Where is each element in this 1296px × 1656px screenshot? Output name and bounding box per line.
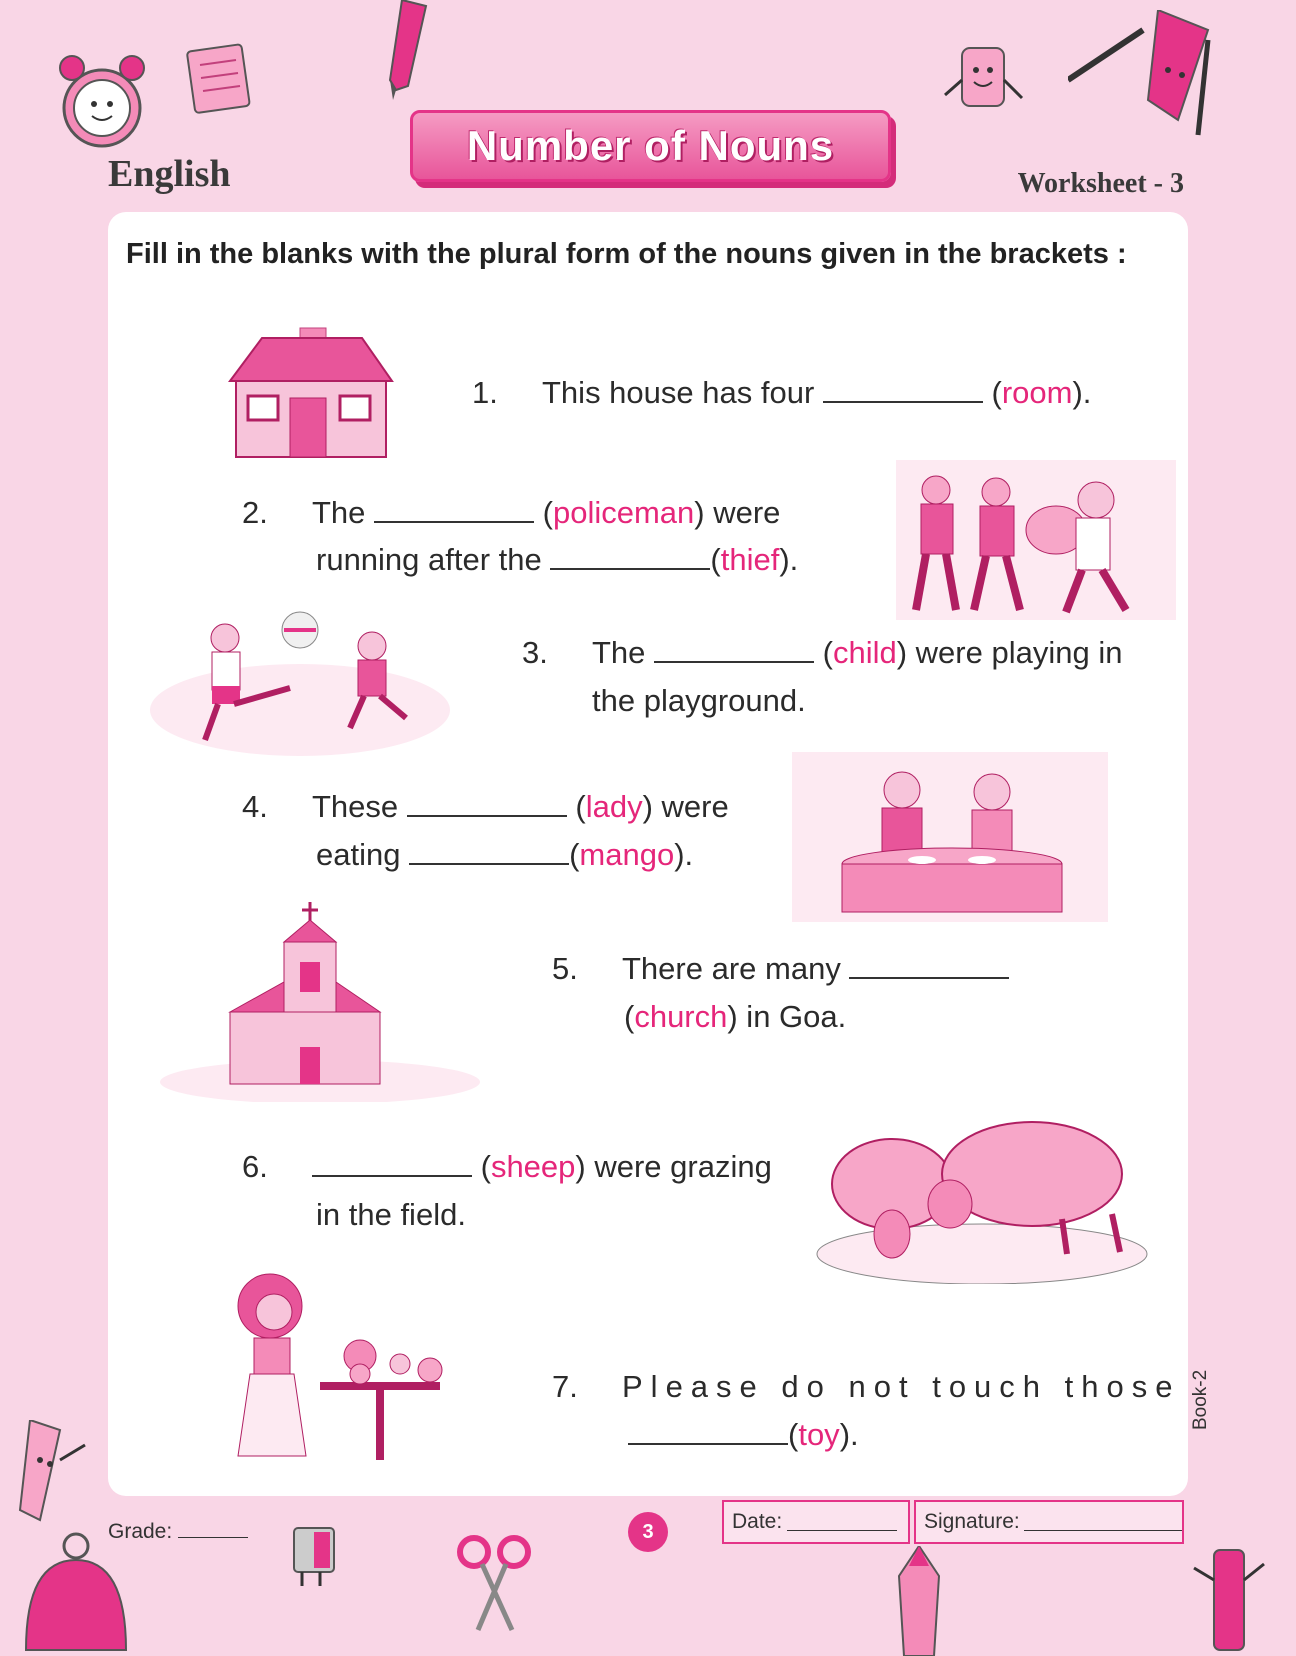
alarm-clock-icon <box>52 46 152 156</box>
house-illustration <box>212 326 402 466</box>
crayon-character-icon <box>884 1546 954 1656</box>
question-6-line-2: in the field. <box>316 1197 466 1232</box>
noun-hint: room <box>1001 375 1073 410</box>
noun-hint: child <box>832 635 897 670</box>
police-chasing-thief-illustration <box>896 460 1176 620</box>
answer-blank[interactable] <box>849 951 1009 979</box>
children-playing-illustration <box>150 600 450 760</box>
answer-blank[interactable] <box>550 542 710 570</box>
question-4: 4. These (lady) were <box>242 789 729 824</box>
noun-hint: lady <box>585 789 643 824</box>
worksheet-title-banner <box>410 110 891 182</box>
instruction-text: Fill in the blanks with the plural form of the nouns given in the brackets : <box>126 238 1127 270</box>
date-field[interactable]: Date: <box>722 1500 910 1544</box>
noun-hint: church <box>634 999 728 1034</box>
page-title: Number of Nouns <box>466 122 835 169</box>
noun-hint: policeman <box>552 495 695 530</box>
question-3: 3. The (child) were playing in <box>522 635 1123 670</box>
worksheet-number: Worksheet - 3 <box>1017 168 1184 199</box>
pen-character-icon <box>1190 1540 1270 1656</box>
girl-with-toys-illustration <box>230 1266 450 1476</box>
answer-blank[interactable] <box>409 837 569 865</box>
church-illustration <box>160 902 480 1102</box>
answer-blank[interactable] <box>823 375 983 403</box>
ruler-character-icon <box>10 1420 90 1530</box>
subject-label: English <box>108 153 231 195</box>
answer-blank[interactable] <box>654 635 814 663</box>
book-label: Book-2 <box>1190 1369 1211 1430</box>
sheep-grazing-illustration <box>812 1104 1152 1284</box>
backpack-icon <box>16 1530 136 1656</box>
noun-hint: thief <box>720 542 780 577</box>
pencil-icon <box>382 0 442 110</box>
grade-field[interactable]: Grade: <box>108 1520 248 1544</box>
question-6: 6. (sheep) were grazing <box>242 1149 772 1184</box>
question-4-line-2: eating (mango). <box>316 837 694 872</box>
answer-blank[interactable] <box>312 1149 472 1177</box>
answer-blank[interactable] <box>628 1417 788 1445</box>
noun-hint: toy <box>798 1417 840 1452</box>
noun-hint: sheep <box>490 1149 576 1184</box>
question-2: 2. The (policeman) were <box>242 495 781 530</box>
ladies-eating-illustration <box>792 752 1108 922</box>
answer-blank[interactable] <box>407 789 567 817</box>
signature-field[interactable]: Signature: <box>914 1500 1184 1544</box>
question-1: 1. This house has four (room). <box>472 375 1092 410</box>
scissors-icon <box>454 1530 534 1640</box>
pencil-character-icon <box>1068 10 1218 140</box>
page-number: 3 <box>628 1512 668 1552</box>
question-5-line-2: (church) in Goa. <box>624 999 847 1034</box>
answer-blank[interactable] <box>374 495 534 523</box>
question-7: 7. Please do not touch those <box>552 1369 1181 1404</box>
question-2-line-2: running after the (thief). <box>316 542 799 577</box>
noun-hint: mango <box>579 837 675 872</box>
question-7-line-2: (toy). <box>628 1412 859 1459</box>
eraser-character-icon <box>940 40 1030 120</box>
notebook-icon <box>176 40 266 120</box>
question-5: 5. There are many <box>552 946 1009 993</box>
sharpener-icon <box>284 1518 344 1588</box>
question-3-line-2: the playground. <box>592 683 806 718</box>
